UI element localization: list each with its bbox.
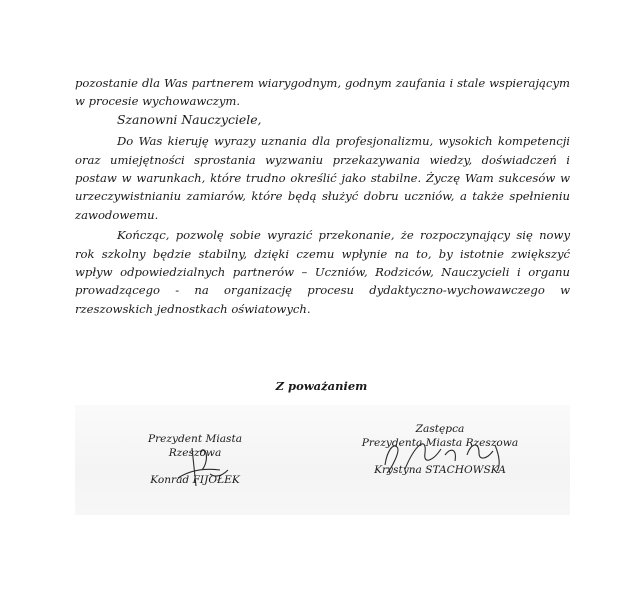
paragraph-conclusion: Kończąc, pozwolę sobie wyrazić przekonanie, że rozpoczynający się nowy rok szkolny będzie stabilny, dzięki czemu wpłynie na to, by istotnie zwiększyć wpływ odpowiedzialnych partnerów – Uczniów, Rodziców, Nauczycieli i organu prowadzącego - na organizację procesu dydaktyczno-wychowawczego w rzeszowskich jednostkach oświatowych. xyxy=(75,228,570,316)
signature-name-mayor: Konrad FIJOŁEK xyxy=(150,474,240,486)
paragraph-continuation: pozostanie dla Was partnerem wiarygodnym, godnym zaufania i stale wspierającym w procesie wychowawczym. xyxy=(75,76,570,109)
closing-phrase: Z poważaniem xyxy=(275,379,368,393)
signature-block-mayor xyxy=(120,432,270,487)
signature-name-deputy: Krystyna STACHOWSKA xyxy=(374,464,506,476)
signature-block-deputy xyxy=(360,422,520,477)
signature-title-deputy-line2: Prezydenta Miasta Rzeszowa xyxy=(361,437,519,449)
signature-area xyxy=(75,405,570,515)
letter-body xyxy=(75,74,570,318)
signature-title-deputy-line1: Zastępca xyxy=(415,423,465,435)
salutation: Szanowni Nauczyciele, xyxy=(117,111,262,127)
signature-title-mayor: Prezydent Miasta Rzeszowa xyxy=(147,433,243,459)
paragraph-teachers: Do Was kieruję wyrazy uznania dla profesjonalizmu, wysokich kompetencji oraz umiejętności sprostania wyzwaniu przekazywania wiedzy, doświadczeń i postaw w warunkach, które trudno określić jako stabilne. Życzę Wam sukcesów w urzeczywistnianiu zamiarów, które będą służyć dobru uczniów, a także spełnieniu zawodowemu. xyxy=(75,134,570,222)
